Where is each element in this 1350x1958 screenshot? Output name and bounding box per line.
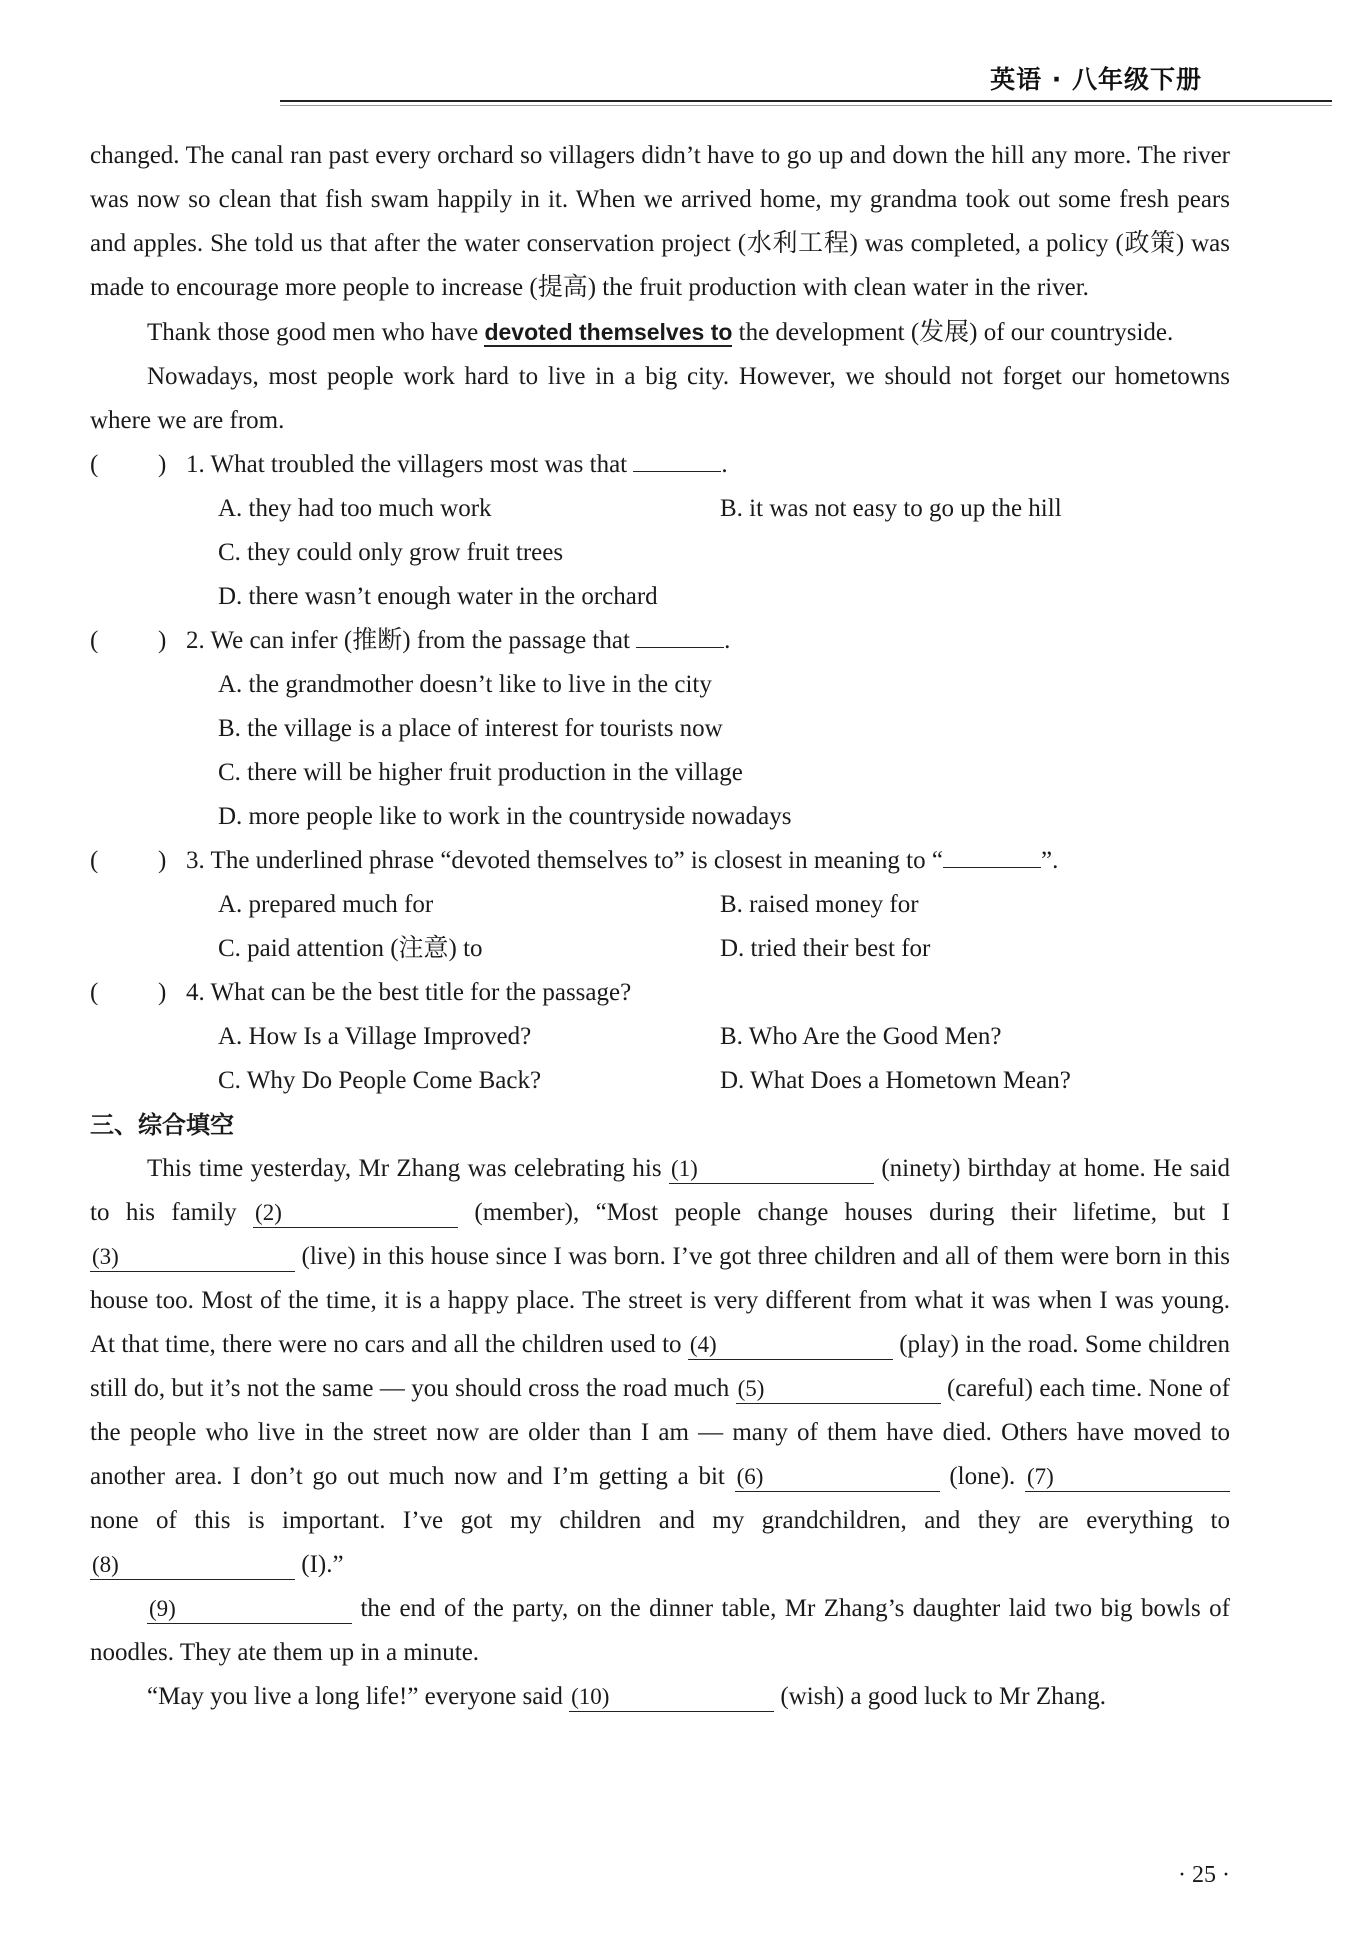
option-c[interactable]: C. Why Do People Come Back? [218, 1067, 542, 1094]
option-row [90, 1015, 1230, 1059]
option-row [90, 487, 1230, 531]
question-4 [90, 971, 1230, 1015]
cloze-text: (careful) each time. None of the people who live in the street now are older than I am — many of them have died. Others have moved to another area. I don’t go out much now and I’m getting a bit [90, 1375, 1230, 1490]
cloze-text: (lone). [939, 1463, 1025, 1490]
option-a[interactable]: A. they had too much work [218, 495, 492, 522]
option-a[interactable]: A. How Is a Village Improved? [218, 1023, 532, 1050]
option-d[interactable]: D. more people like to work in the countryside nowadays [218, 803, 792, 830]
answer-paren-close: ) [158, 627, 167, 654]
question-stem: 1. What troubled the villagers most was that [186, 451, 634, 478]
option-b[interactable]: B. the village is a place of interest for tourists now [218, 715, 723, 742]
answer-paren-close: ) [158, 847, 167, 874]
p2-text-before: Thank those good men who have [147, 319, 485, 346]
option-row [90, 883, 1230, 927]
blank-number: (8) [92, 1552, 119, 1577]
blank-number: (5) [737, 1376, 765, 1401]
cloze-paragraph-2 [90, 1587, 1230, 1675]
question-1 [90, 443, 1230, 487]
answer-paren-open: ( [90, 627, 99, 654]
cloze-paragraph-3 [90, 1675, 1230, 1719]
option-a[interactable]: A. prepared much for [218, 891, 434, 918]
fill-blank-10[interactable] [569, 1683, 774, 1712]
p2-text-after: the development (发展) of our countryside. [732, 319, 1174, 346]
header-rule-thin [280, 105, 1332, 106]
blank-number: (4) [689, 1332, 717, 1357]
question-stem: 2. We can infer (推断) from the passage that [186, 627, 637, 654]
page-content [90, 134, 1230, 1719]
fill-blank-7[interactable] [1025, 1463, 1230, 1492]
section-title: 三、综合填空 [90, 1111, 234, 1139]
blank-number: (1) [670, 1156, 698, 1181]
cloze-paragraph-1 [90, 1147, 1230, 1587]
fill-blank-9[interactable] [147, 1595, 352, 1624]
question-2 [90, 619, 1230, 663]
question-end: . [724, 627, 731, 654]
answer-paren-open: ( [90, 847, 99, 874]
option-d[interactable]: D. tried their best for [720, 935, 931, 962]
option-b[interactable]: B. raised money for [720, 891, 919, 918]
cloze-text: the end of the party, on the dinner table, Mr Zhang’s daughter laid two big bowls of noodles. They ate them up in a minute. [90, 1595, 1230, 1666]
cloze-text: (ninety) birthday at home. He said to his family [90, 1155, 1230, 1226]
option-d[interactable]: D. What Does a Hometown Mean? [720, 1067, 1071, 1094]
passage-paragraph-3: Nowadays, most people work hard to live in a big city. However, we should not forget our hometowns where we are from. [90, 363, 1230, 434]
question-stem: 4. What can be the best title for the passage? [186, 979, 632, 1006]
answer-blank[interactable] [943, 839, 1041, 868]
answer-blank[interactable] [636, 619, 724, 648]
cloze-text: (I).” [295, 1551, 344, 1578]
answer-blank[interactable] [633, 443, 721, 472]
option-b[interactable]: B. Who Are the Good Men? [720, 1023, 1002, 1050]
question-text [186, 619, 730, 663]
page-header [90, 52, 1332, 100]
option-row [90, 531, 1230, 575]
answer-paren-close: ) [158, 451, 167, 478]
fill-blank-1[interactable] [669, 1155, 874, 1184]
option-row [90, 751, 1230, 795]
blank-number: (6) [736, 1464, 764, 1489]
cloze-text: (member), “Most people change houses during their lifetime, but I [458, 1199, 1230, 1226]
fill-blank-4[interactable] [688, 1331, 893, 1360]
option-c[interactable]: C. there will be higher fruit production in the village [218, 759, 743, 786]
option-d[interactable]: D. there wasn’t enough water in the orchard [218, 583, 658, 610]
option-row [90, 795, 1230, 839]
fill-blank-2[interactable] [253, 1199, 458, 1228]
fill-blank-8[interactable] [90, 1551, 295, 1580]
book-title: 英语 · 八年级下册 [990, 65, 1202, 94]
option-row [90, 927, 1230, 971]
cloze-text: “May you live a long life!” everyone said [147, 1683, 570, 1710]
blank-number: (9) [149, 1596, 176, 1621]
blank-number: (10) [571, 1684, 610, 1709]
option-row [90, 1059, 1230, 1103]
cloze-text: This time yesterday, Mr Zhang was celebrating his [147, 1155, 669, 1182]
fill-blank-5[interactable] [736, 1375, 941, 1404]
fill-blank-3[interactable] [90, 1243, 295, 1272]
question-end: ”. [1040, 847, 1059, 874]
option-a[interactable]: A. the grandmother doesn’t like to live in the city [218, 671, 712, 698]
blank-number: (3) [92, 1244, 119, 1269]
option-c[interactable]: C. paid attention (注意) to [218, 935, 483, 962]
header-rule [280, 100, 1332, 102]
cloze-text: none of this is important. I’ve got my children and my grandchildren, and they are everything to [90, 1507, 1230, 1534]
cloze-text: (play) in the road. Some children still do, but it’s not the same — you should cross the road much [90, 1331, 1230, 1402]
passage-paragraph-2 [90, 310, 1230, 355]
option-c[interactable]: C. they could only grow fruit trees [218, 539, 564, 566]
question-text [186, 443, 728, 487]
cloze-text: (wish) a good luck to Mr Zhang. [774, 1683, 1106, 1710]
fill-blank-6[interactable] [735, 1463, 940, 1492]
question-3 [90, 839, 1230, 883]
question-stem: 3. The underlined phrase “devoted themselves to” is closest in meaning to “ [186, 847, 943, 874]
option-row [90, 707, 1230, 751]
option-b[interactable]: B. it was not easy to go up the hill [720, 495, 1062, 522]
question-end: . [721, 451, 728, 478]
blank-number: (7) [1027, 1464, 1054, 1489]
blank-number: (2) [255, 1200, 282, 1225]
underlined-phrase: devoted themselves to [484, 319, 733, 345]
passage-paragraph-1: changed. The canal ran past every orchard so villagers didn’t have to go up and down the hill any more. The river was now so clean that fish swam happily in it. When we arrived home, my grandma took out some fresh pears and apples. She told us that after the water conservation project (水利工程) was completed, a policy (政策) was made to encourage more people to increase (提高) the fruit production with clean water in the river. [90, 142, 1230, 301]
question-text [186, 971, 631, 1015]
page-number: · 25 · [1178, 1862, 1230, 1888]
answer-paren-open: ( [90, 979, 99, 1006]
answer-paren-open: ( [90, 451, 99, 478]
cloze-text: (live) in this house since I was born. I’ve got three children and all of them were born in this house too. Most of the time, it is a happy place. The street is very different from what it was when I was young. At that time, there were no cars and all the children used to [90, 1243, 1230, 1358]
option-row [90, 663, 1230, 707]
question-text [186, 839, 1058, 883]
option-row [90, 575, 1230, 619]
answer-paren-close: ) [158, 979, 167, 1006]
